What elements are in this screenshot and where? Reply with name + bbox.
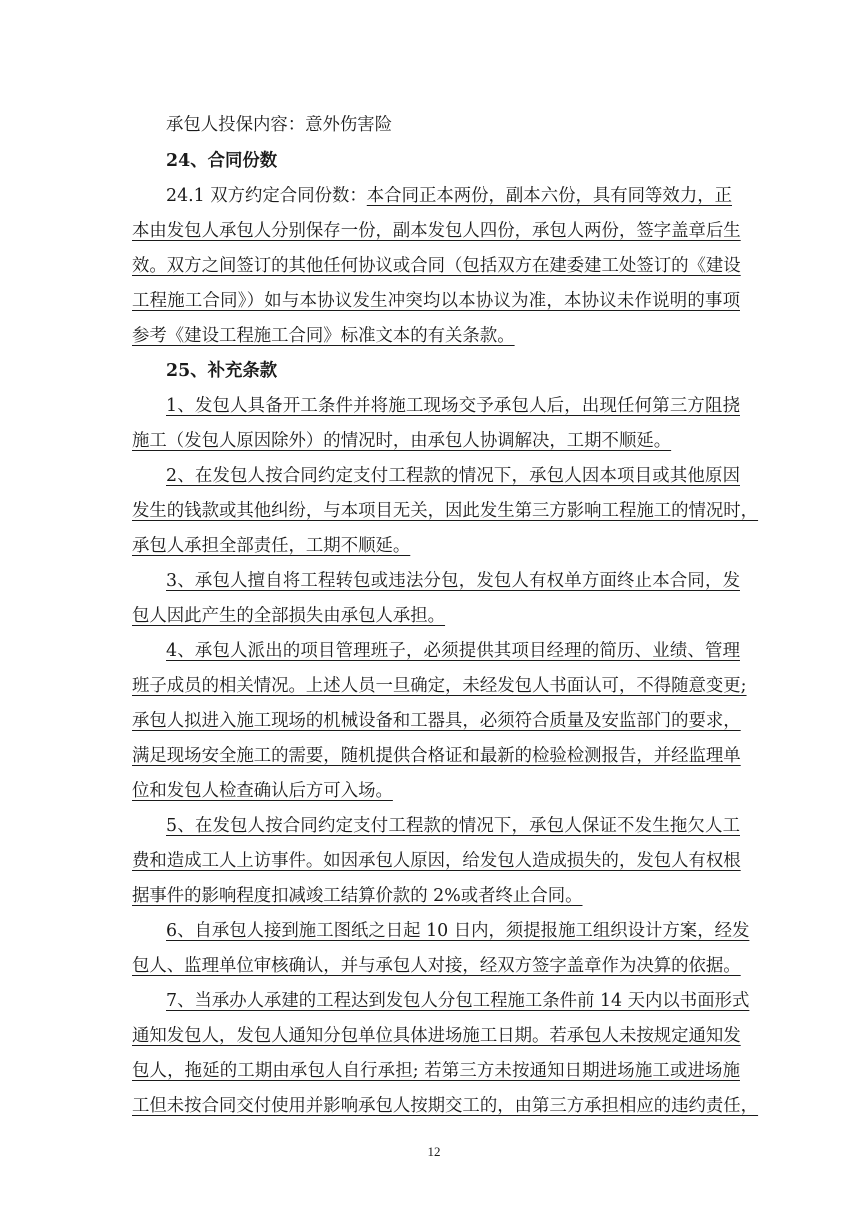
page-number: 12	[427, 1144, 441, 1159]
section-24-heading: 24、合同份数	[166, 151, 278, 171]
clause-25-4-line-3: 承包人拟进入施工现场的机械设备和工器具，必须符合质量及安监部门的要求，	[132, 711, 741, 731]
clause-25-7-line-4: 工但未按合同交付使用并影响承包人按期交工的，由第三方承担相应的违约责任，	[132, 1096, 759, 1116]
clause-25-5-line-3: 据事件的影响程度扣减竣工结算价款的 2%或者终止合同。	[132, 886, 583, 906]
clause-25-6-line-2: 包人、监理单位审核确认，并与承包人对接，经双方签字盖章作为决算的依据。	[132, 956, 741, 976]
clause-24-1-line-5: 参考《建设工程施工合同》标准文本的有关条款。	[132, 326, 515, 346]
clause-25-4-line-1: 4、承包人派出的项目管理班子，必须提供其项目经理的简历、业绩、管理	[166, 641, 740, 661]
clause-25-5-line-1: 5、在发包人按合同约定支付工程款的情况下，承包人保证不发生拖欠人工	[166, 816, 740, 836]
section-25-heading: 25、补充条款	[166, 361, 278, 381]
clause-25-7-line-3: 包人，拖延的工期由承包人自行承担; 若第三方未按通知日期进场施工或进场施	[132, 1061, 740, 1081]
clause-25-1-line-1: 1、发包人具备开工条件并将施工现场交予承包人后，出现任何第三方阻挠	[166, 396, 740, 416]
clause-25-6-line-1: 6、自承包人接到施工图纸之日起 10 日内，须提报施工组织设计方案，经发	[166, 921, 750, 941]
clause-24-1-line-4: 工程施工合同》）如与本协议发生冲突均以本协议为准，本协议未作说明的事项	[132, 291, 740, 311]
clause-25-7-line-1: 7、当承办人承建的工程达到发包人分包工程施工条件前 14 天内以书面形式	[166, 991, 750, 1011]
clause-25-4-line-2: 班子成员的相关情况。上述人员一旦确定，未经发包人书面认可，不得随意变更;	[132, 676, 747, 696]
insurance-content-line: 承包人投保内容：意外伤害险	[166, 115, 393, 135]
clause-25-2-line-1: 2、在发包人按合同约定支付工程款的情况下，承包人因本项目或其他原因	[166, 466, 740, 486]
clause-25-7-line-2: 通知发包人，发包人通知分包单位具体进场施工日期。若承包人未按规定通知发	[132, 1026, 741, 1046]
clause-25-3-line-2: 包人因此产生的全部损失由承包人承担。	[132, 606, 446, 626]
clause-24-1-line-2: 本由发包人承包人分别保存一份，副本发包人四份，承包人两份，签字盖章后生	[132, 221, 741, 241]
clause-24-1-label: 24.1 双方约定合同份数：	[166, 186, 367, 206]
clause-25-1-line-2: 施工（发包人原因除外）的情况时，由承包人协调解决，工期不顺延。	[132, 431, 672, 451]
clause-25-4-line-4: 满足现场安全施工的需要，随机提供合格证和最新的检验检测报告，并经监理单	[132, 746, 741, 766]
clause-25-3-line-1: 3、承包人擅自将工程转包或违法分包，发包人有权单方面终止本合同，发	[166, 571, 740, 591]
clause-25-4-line-5: 位和发包人检查确认后方可入场。	[132, 781, 393, 801]
clause-25-2-line-3: 承包人承担全部责任，工期不顺延。	[132, 536, 411, 556]
clause-24-1-text: 本合同正本两份，副本六份，具有同等效力，正	[366, 186, 732, 206]
clause-25-2-line-2: 发生的钱款或其他纠纷，与本项目无关，因此发生第三方影响工程施工的情况时，	[132, 501, 759, 521]
clause-24-1-line-3: 效。双方之间签订的其他任何协议或合同（包括双方在建委建工处签订的《建设	[132, 256, 741, 276]
clause-25-5-line-2: 费和造成工人上访事件。如因承包人原因，给发包人造成损失的，发包人有权根	[132, 851, 741, 871]
clause-24-1-line	[166, 185, 732, 207]
